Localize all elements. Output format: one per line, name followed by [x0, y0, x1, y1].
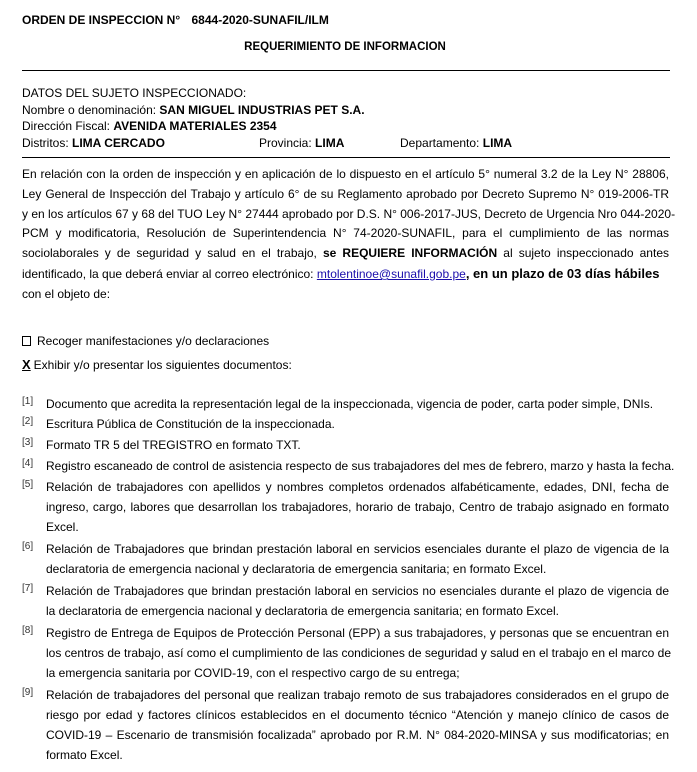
option-collect	[22, 334, 269, 348]
list-item-line: formato Excel.	[46, 748, 123, 762]
list-marker: [1]	[22, 396, 34, 407]
list-item-line: Relación de Trabajadores que brindan prestación laboral en servicios no esenciales durante el plazo de vigencia de	[46, 584, 669, 598]
intro-line-5-pre: sociolaborales y de seguridad y salud en el trabajo,	[22, 246, 317, 261]
district-value: LIMA CERCADO	[72, 135, 165, 150]
list-item-line: Relación de Trabajadores que brindan prestación laboral en servicios esenciales durante el plazo de vigencia de la	[46, 542, 669, 556]
order-label: ORDEN DE INSPECCION N°	[22, 13, 181, 27]
intro-line: y en los artículos 67 y 68 del TUO Ley N° 27444 aprobado por D.S. N° 006-2017-JUS, Decreto de Urgencia Nro 044-2020-	[22, 206, 676, 221]
subject-heading: DATOS DEL SUJETO INSPECCIONADO:	[22, 86, 247, 100]
intro-paragraph	[22, 165, 676, 305]
intro-line: PCM y modificatoria, Resolución de Superintendencia N° 74-2020-SUNAFIL, para el cumplimiento de las normas	[22, 226, 669, 241]
province-value: LIMA	[315, 135, 345, 150]
intro-line-5-post: al sujeto inspeccionado antes	[503, 246, 669, 261]
list-marker: [8]	[22, 625, 34, 636]
intro-line: Ley General de Inspección del Trabajo y artículo 6° de su Reglamento aprobado por Decreto Supremo N° 019-2006-TR	[22, 186, 669, 201]
email-link[interactable]: mtolentinoe@sunafil.gob.pe	[316, 266, 466, 281]
list-item-text	[46, 456, 675, 476]
list-item-text	[46, 685, 669, 765]
list-item-text	[46, 477, 669, 537]
subject-data	[22, 85, 670, 151]
option-collect-label: Recoger manifestaciones y/o declaraciones	[37, 334, 270, 348]
address-label: Dirección Fiscal:	[22, 119, 111, 133]
district-label: Distritos:	[22, 135, 69, 150]
checkbox-empty-icon[interactable]	[22, 336, 31, 346]
address-value: AVENIDA MATERIALES 2354	[113, 119, 277, 133]
province-label: Provincia:	[259, 135, 312, 150]
list-item-text	[46, 435, 669, 455]
intro-line-6-pre: identificado, la que deberá enviar al correo electrónico:	[22, 266, 314, 281]
list-item-line: Escritura Pública de Constitución de la inspeccionada.	[46, 417, 335, 431]
list-item-line: riesgo por edad y factores clínicos establecidos en el documento técnico “Atención y manejo clínico de casos de	[46, 708, 669, 722]
department-label: Departamento:	[400, 135, 480, 150]
list-item-text	[46, 414, 669, 434]
list-item-line: la emergencia sanitaria por COVID-19, con el respectivo cargo de su entrega;	[46, 666, 460, 680]
list-item-line: Relación de trabajadores del personal que realizan trabajo remoto de sus trabajadores considerados en el grupo de	[46, 688, 669, 702]
name-value: SAN MIGUEL INDUSTRIAS PET S.A.	[159, 102, 365, 117]
list-item-text	[46, 539, 669, 579]
list-item-line: Registro escaneado de control de asistencia respecto de sus trabajadores del mes de febrero, marzo y hasta la fecha.	[46, 459, 675, 473]
list-marker: [3]	[22, 437, 34, 448]
option-exhibit	[22, 357, 292, 372]
list-item-line: Relación de trabajadores con apellidos y nombres completos ordenados alfabéticamente, edades, DNI, fecha de	[46, 480, 669, 494]
subject-address-row	[22, 118, 670, 135]
subject-location-row	[22, 135, 670, 152]
intro-line: con el objeto de:	[22, 286, 111, 301]
list-item-text	[46, 623, 672, 683]
list-item-text	[46, 581, 669, 621]
list-item-line: COVID-19 – Escenario de transmisión focalizada” aprobado por R.M. N° 084-2020-MINSA y sus modificatorias; en	[46, 728, 669, 742]
divider-top	[22, 70, 670, 71]
list-marker: [6]	[22, 541, 34, 552]
list-item-line: Formato TR 5 del TREGISTRO en formato TXT.	[46, 438, 301, 452]
list-item-line: ingreso, cargo, labores que desarrollan los trabajadores, horario de trabajo, Centro de trabajo asignado en formato	[46, 500, 669, 514]
list-item-line: declaratoria de emergencia nacional y declaratoria de emergencia sanitaria; en formato Excel.	[46, 562, 547, 576]
list-marker: [5]	[22, 479, 34, 490]
document-title: REQUERIMIENTO DE INFORMACION	[244, 41, 446, 53]
order-number: 6844-2020-SUNAFIL/ILM	[191, 13, 329, 27]
subject-name-row	[22, 102, 670, 119]
department-value: LIMA	[482, 135, 513, 150]
department-group	[400, 135, 512, 152]
list-item-line: Registro de Entrega de Equipos de Protección Personal (EPP) a sus trabajadores, y personas que se encuentran en	[46, 626, 669, 640]
list-marker: [9]	[22, 687, 34, 698]
name-label: Nombre o denominación:	[22, 102, 157, 117]
list-marker: [4]	[22, 458, 34, 469]
deadline-text: , en un plazo de 03 días hábiles	[465, 265, 660, 281]
divider-subject	[22, 157, 670, 158]
list-item-line: Excel.	[46, 520, 79, 534]
list-item-text	[46, 394, 669, 414]
list-item-line: la declaratoria de emergencia nacional y declaratoria de emergencia sanitaria; en formato Excel.	[46, 604, 559, 618]
option-exhibit-label: Exhibir y/o presentar los siguientes documentos:	[33, 358, 292, 372]
province-group	[259, 135, 344, 152]
list-marker: [7]	[22, 583, 34, 594]
intro-line	[22, 264, 669, 285]
list-item-line: los centros de trabajo, así como el cumplimiento de las condiciones de seguridad y salud en el trabajo en el marco de	[46, 646, 672, 660]
intro-line	[22, 244, 669, 264]
intro-line: En relación con la orden de inspección y en aplicación de lo dispuesto en el artículo 5° numeral 3.2 de la Ley N° 28806,	[22, 167, 669, 181]
checked-mark[interactable]: X	[22, 357, 31, 372]
order-title	[22, 13, 329, 27]
list-marker: [2]	[22, 416, 34, 427]
list-item-line: Documento que acredita la representación legal de la inspeccionada, vigencia de poder, carta poder simple, DNIs.	[46, 397, 654, 411]
requirement-emphasis: se REQUIERE INFORMACIÓN	[322, 246, 498, 261]
